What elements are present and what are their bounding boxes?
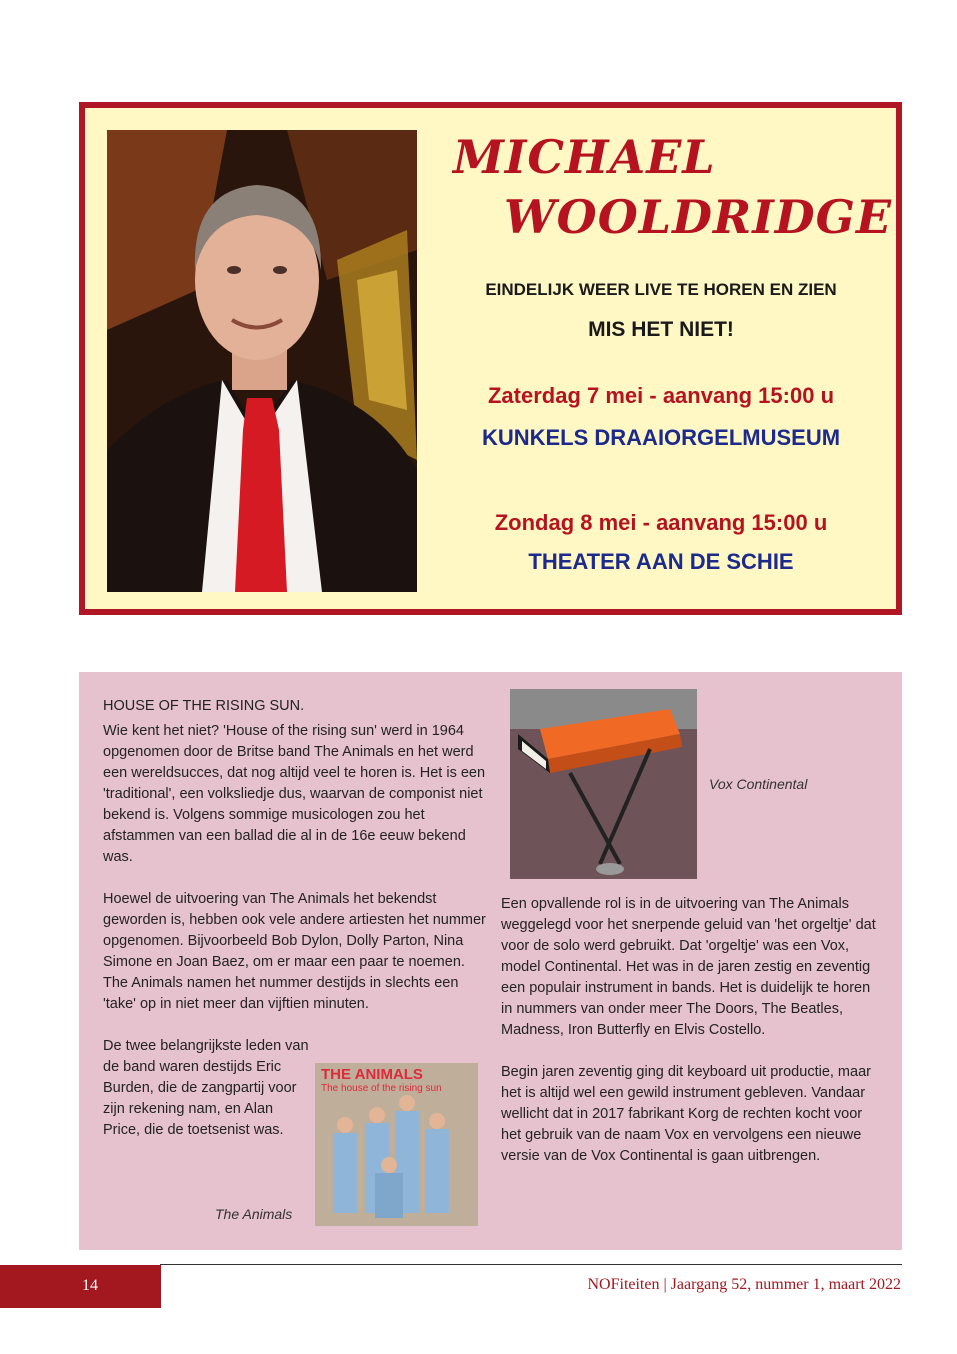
article-paragraph: Hoewel de uitvoering van The Animals het bekendst geworden is, hebben ook vele andere artiesten het nummer opgenomen. Bijvoorbeeld Bob Dylon, Dolly Parton, Nina Simone en Joan Baez, om er maar een paar te noemen. The Animals namen het nummer destijds in slechts een 'take' op in niet meer dan vijftien minuten. [103,891,486,1012]
article-paragraph: Wie kent het niet? 'House of the rising sun' werd in 1964 opgenomen door de Britse band The Animals en het werd een wereldsucces, dat nog altijd veel te horen is. Het is een 'traditional', een volksliedje dus, waarvan de componist niet bekend is. Volgens sommige musicologen zou het afstammen van een ballad die al in de 16e eeuw bekend was. [103,723,486,865]
article-paragraph: De twee belangrijkste leden van de band waren destijds Eric Burden, die de zangpartij voor zijn rekening nam, en Alan Price, die de toetsenist was. [103,1038,309,1138]
artist-photo [107,130,417,592]
concert-poster [79,102,902,615]
poster-text-block [441,108,893,608]
poster-tagline: EINDELIJK WEER LIVE TE HOREN EN ZIEN [485,280,837,299]
vox-caption: Vox Continental [709,776,808,792]
event-venue-1: KUNKELS DRAAIORGELMUSEUM [481,425,841,450]
footer-divider [160,1264,902,1265]
artist-first-name: MICHAEL [453,130,716,184]
vox-organ-illustration [510,689,697,879]
page-number-block [0,1265,161,1308]
article-paragraph: Begin jaren zeventig ging dit keyboard uit productie, maar het is altijd wel een gewild instrument gebleven. Vandaar wellicht dat in 2017 fabrikant Korg de rechten kocht voor het gebruik van de naam Vox en vervolgens een nieuwe versie van de Vox Continental is gaan uitbrengen. [501,1064,871,1164]
article-right-column [501,894,881,1188]
vox-continental-photo [510,689,697,879]
event-date-1: Zaterdag 7 mei - aanvang 15:00 u [487,383,835,408]
artist-portrait-illustration [107,130,417,592]
article-paragraph: Een opvallende rol is in de uitvoering van The Animals weggelegd voor het snerpende geluid van 'het orgeltje' dat voor de solo werd gebruikt. Dat 'orgeltje' was een Vox, model Continental. Het was in de jaren zestig en zeventig een populair instrument in bands. Het is duidelijk te horen in nummers van onder meer The Doors, The Beatles, Madness, Iron Butterfly en Elvis Costello. [501,896,876,1038]
event-date-2: Zondag 8 mei - aanvang 15:00 u [494,510,828,535]
article-house-of-the-rising-sun [79,672,902,1250]
album-band-name: THE ANIMALS [321,1066,423,1083]
artist-last-name: WOOLDRIDGE [504,190,893,244]
event-venue-2: THEATER AAN DE SCHIE [528,549,794,574]
animals-album-cover [315,1063,478,1226]
animals-caption: The Animals [215,1206,293,1222]
page-number: 14 [82,1277,98,1294]
article-title: HOUSE OF THE RISING SUN. [103,698,305,714]
poster-cta: MIS HET NIET! [588,318,734,341]
publication-info: NOFiteiten | Jaargang 52, nummer 1, maart 2022 [587,1276,901,1293]
animals-cover-illustration [315,1063,478,1226]
album-title: The house of the rising sun [321,1083,442,1094]
